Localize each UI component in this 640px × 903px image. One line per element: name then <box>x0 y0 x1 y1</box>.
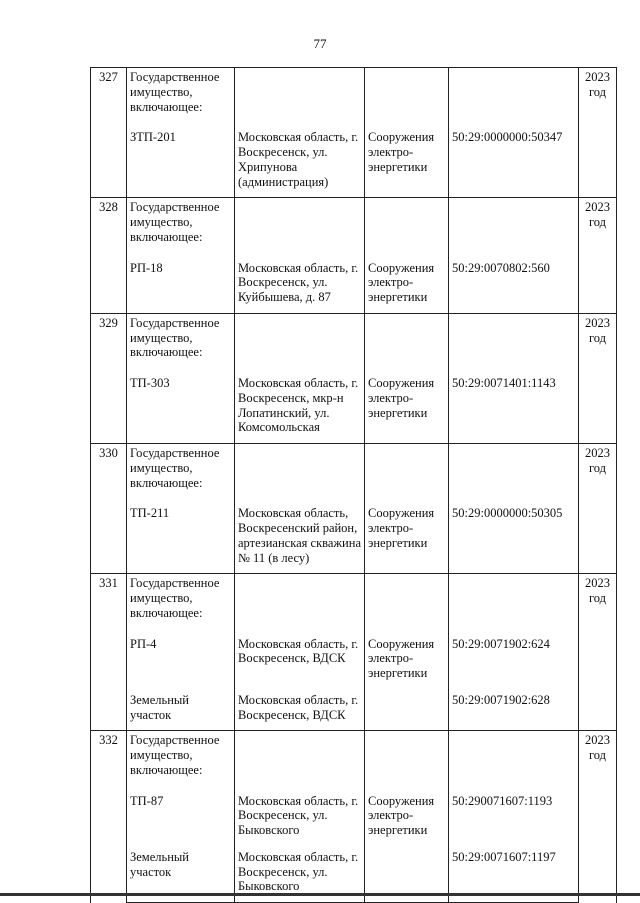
table-body <box>91 68 617 903</box>
group-title: Государственное имущество, включающее: <box>127 198 235 257</box>
empty-cell <box>449 313 579 372</box>
group-header-row <box>91 574 617 633</box>
item-address: Московская область, г. Воскресенск, мкр-н Лопатинский, ул. Комсомольская <box>235 372 365 444</box>
item-type: Сооружения электро-энергетики <box>365 372 449 444</box>
item-name: ТП-303 <box>127 372 235 444</box>
group-title: Государственное имущество, включающее: <box>127 444 235 503</box>
group-header-row <box>91 68 617 127</box>
row-number: 328 <box>91 198 127 314</box>
cadastral-number: 50:29:0071902:624 <box>449 633 579 689</box>
cadastral-number: 50:29:0071607:1197 <box>449 846 579 903</box>
row-number: 332 <box>91 731 127 903</box>
item-row <box>91 790 617 846</box>
item-address: Московская область, г. Воскресенск, ВДСК <box>235 633 365 689</box>
item-type: Сооружения электро-энергетики <box>365 126 449 198</box>
group-header-row <box>91 313 617 372</box>
property-table <box>90 67 617 903</box>
year-cell: 2023 год <box>579 574 617 731</box>
empty-cell <box>365 198 449 257</box>
item-name: Земельный участок <box>127 689 235 731</box>
group-header-row <box>91 198 617 257</box>
empty-cell <box>449 198 579 257</box>
empty-cell <box>449 574 579 633</box>
item-address: Московская область, г. Воскресенск, ул. Хрипунова (администрация) <box>235 126 365 198</box>
item-address: Московская область, г. Воскресенск, ул. Быковского <box>235 846 365 903</box>
group-header-row <box>91 731 617 790</box>
item-type <box>365 689 449 731</box>
item-name: РП-18 <box>127 257 235 314</box>
cadastral-number: 50:29:0000000:50305 <box>449 502 579 574</box>
empty-cell <box>235 313 365 372</box>
item-row <box>91 257 617 314</box>
row-number: 331 <box>91 574 127 731</box>
item-row <box>91 633 617 689</box>
group-title: Государственное имущество, включающее: <box>127 68 235 127</box>
row-number: 327 <box>91 68 127 198</box>
group-title: Государственное имущество, включающее: <box>127 731 235 790</box>
item-name: Земельный участок <box>127 846 235 903</box>
empty-cell <box>449 444 579 503</box>
item-name: ТП-211 <box>127 502 235 574</box>
item-type: Сооружения электро-энергетики <box>365 257 449 314</box>
empty-cell <box>449 68 579 127</box>
item-type: Сооружения электро-энергетики <box>365 633 449 689</box>
empty-cell <box>235 198 365 257</box>
item-row <box>91 502 617 574</box>
year-cell: 2023 год <box>579 313 617 443</box>
item-name: ТП-87 <box>127 790 235 846</box>
empty-cell <box>235 68 365 127</box>
cadastral-number: 50:290071607:1193 <box>449 790 579 846</box>
item-name: РП-4 <box>127 633 235 689</box>
item-row <box>91 372 617 444</box>
row-number: 330 <box>91 444 127 574</box>
empty-cell <box>365 731 449 790</box>
cadastral-number: 50:29:0070802:560 <box>449 257 579 314</box>
empty-cell <box>449 731 579 790</box>
empty-cell <box>235 574 365 633</box>
empty-cell <box>235 731 365 790</box>
page-number: 77 <box>313 36 327 51</box>
row-number: 329 <box>91 313 127 443</box>
group-title: Государственное имущество, включающее: <box>127 313 235 372</box>
item-address: Московская область, г. Воскресенск, ул. Куйбышева, д. 87 <box>235 257 365 314</box>
group-header-row <box>91 444 617 503</box>
year-cell: 2023 год <box>579 731 617 903</box>
group-title: Государственное имущество, включающее: <box>127 574 235 633</box>
item-address: Московская область, г. Воскресенск, ВДСК <box>235 689 365 731</box>
year-cell: 2023 год <box>579 198 617 314</box>
item-row <box>91 689 617 731</box>
item-type: Сооружения электро-энергетики <box>365 502 449 574</box>
empty-cell <box>235 444 365 503</box>
year-cell: 2023 год <box>579 68 617 198</box>
item-row <box>91 126 617 198</box>
year-cell: 2023 год <box>579 444 617 574</box>
empty-cell <box>365 68 449 127</box>
item-type: Сооружения электро-энергетики <box>365 790 449 846</box>
empty-cell <box>365 444 449 503</box>
cadastral-number: 50:29:0000000:50347 <box>449 126 579 198</box>
empty-cell <box>365 313 449 372</box>
item-name: ЗТП-201 <box>127 126 235 198</box>
empty-cell <box>365 574 449 633</box>
cadastral-number: 50:29:0071401:1143 <box>449 372 579 444</box>
item-address: Московская область, Воскресенский район, артезианская скважина № 11 (в лесу) <box>235 502 365 574</box>
cadastral-number: 50:29:0071902:628 <box>449 689 579 731</box>
item-address: Московская область, г. Воскресенск, ул. Быковского <box>235 790 365 846</box>
bottom-rule <box>0 893 640 896</box>
